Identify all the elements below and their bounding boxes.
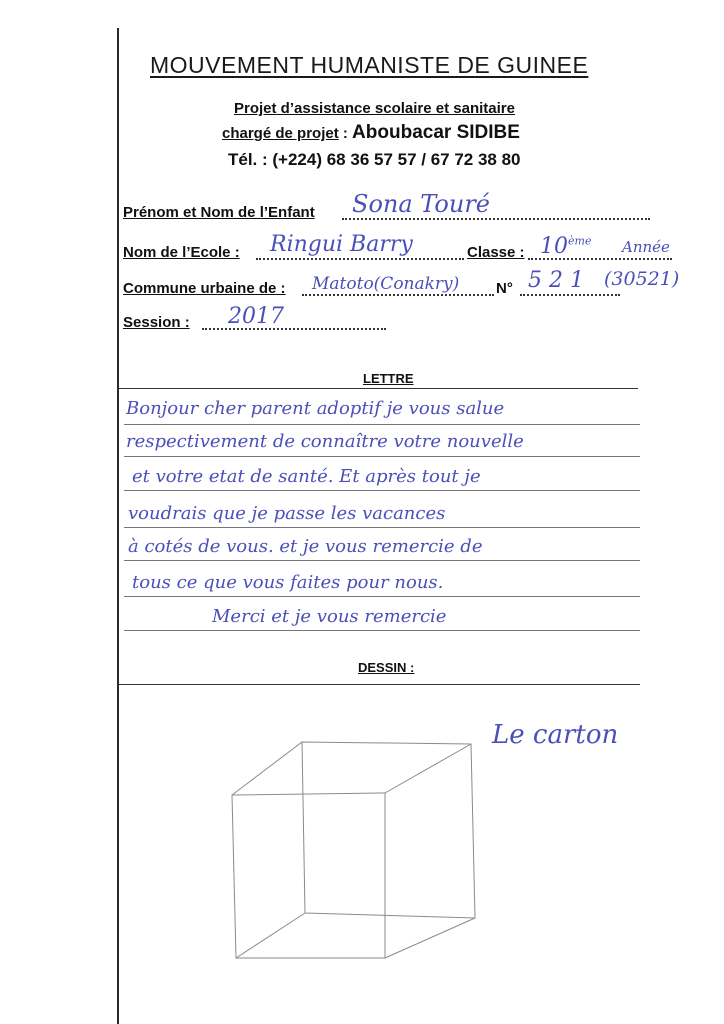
letter-line: voudrais que je passe les vacances	[128, 503, 446, 524]
class-label: Classe :	[467, 244, 525, 261]
school-value: Ringui Barry	[270, 232, 413, 257]
letter-line: respectivement de connaître votre nouvelle	[126, 431, 524, 452]
letter-title: LETTRE	[363, 371, 414, 386]
number-label: N°	[496, 280, 513, 297]
cube-edge	[232, 742, 302, 795]
manager-name: Aboubacar SIDIBE	[352, 122, 520, 143]
manager-label: chargé de projet	[222, 125, 339, 142]
drawing-title-suffix: :	[406, 660, 415, 675]
letter-line: à cotés de vous. et je vous remercie de	[128, 536, 483, 557]
cube-back-face	[302, 742, 475, 918]
drawing-caption: Le carton	[492, 720, 619, 750]
manager-separator: :	[338, 125, 353, 142]
session-label: Session :	[123, 314, 190, 331]
cube-edge	[385, 918, 475, 958]
drawing-title-text: DESSIN	[358, 660, 407, 675]
class-superscript: ème	[568, 234, 592, 248]
session-value: 2017	[228, 304, 284, 329]
cube-edge	[385, 744, 471, 793]
letter-line: tous ce que vous faites pour nous.	[132, 572, 444, 593]
commune-label: Commune urbaine de :	[123, 280, 286, 297]
letter-line: Merci et je vous remercie	[212, 606, 447, 627]
number-value: 5 2 1	[528, 268, 584, 293]
number-extra: (30521)	[604, 268, 680, 290]
letter-line: Bonjour cher parent adoptif je vous salue	[126, 398, 505, 419]
child-name-label: Prénom et Nom de l’Enfant	[123, 204, 315, 221]
school-label: Nom de l’Ecole :	[123, 244, 240, 261]
phone-line: Tél. : (+224) 68 36 57 57 / 67 72 38 80	[228, 150, 521, 169]
class-suffix: Année	[622, 238, 670, 256]
child-name-value: Sona Touré	[352, 190, 491, 218]
commune-value: Matoto(Conakry)	[312, 274, 460, 294]
cube-edge	[236, 913, 305, 958]
project-title: Projet d’assistance scolaire et sanitaire	[234, 100, 515, 117]
letter-line: et votre etat de santé. Et après tout je	[132, 466, 481, 487]
organization-title: MOUVEMENT HUMANISTE DE GUINEE	[150, 52, 589, 78]
cube-front-face	[232, 793, 385, 958]
class-number: 10	[540, 234, 568, 259]
